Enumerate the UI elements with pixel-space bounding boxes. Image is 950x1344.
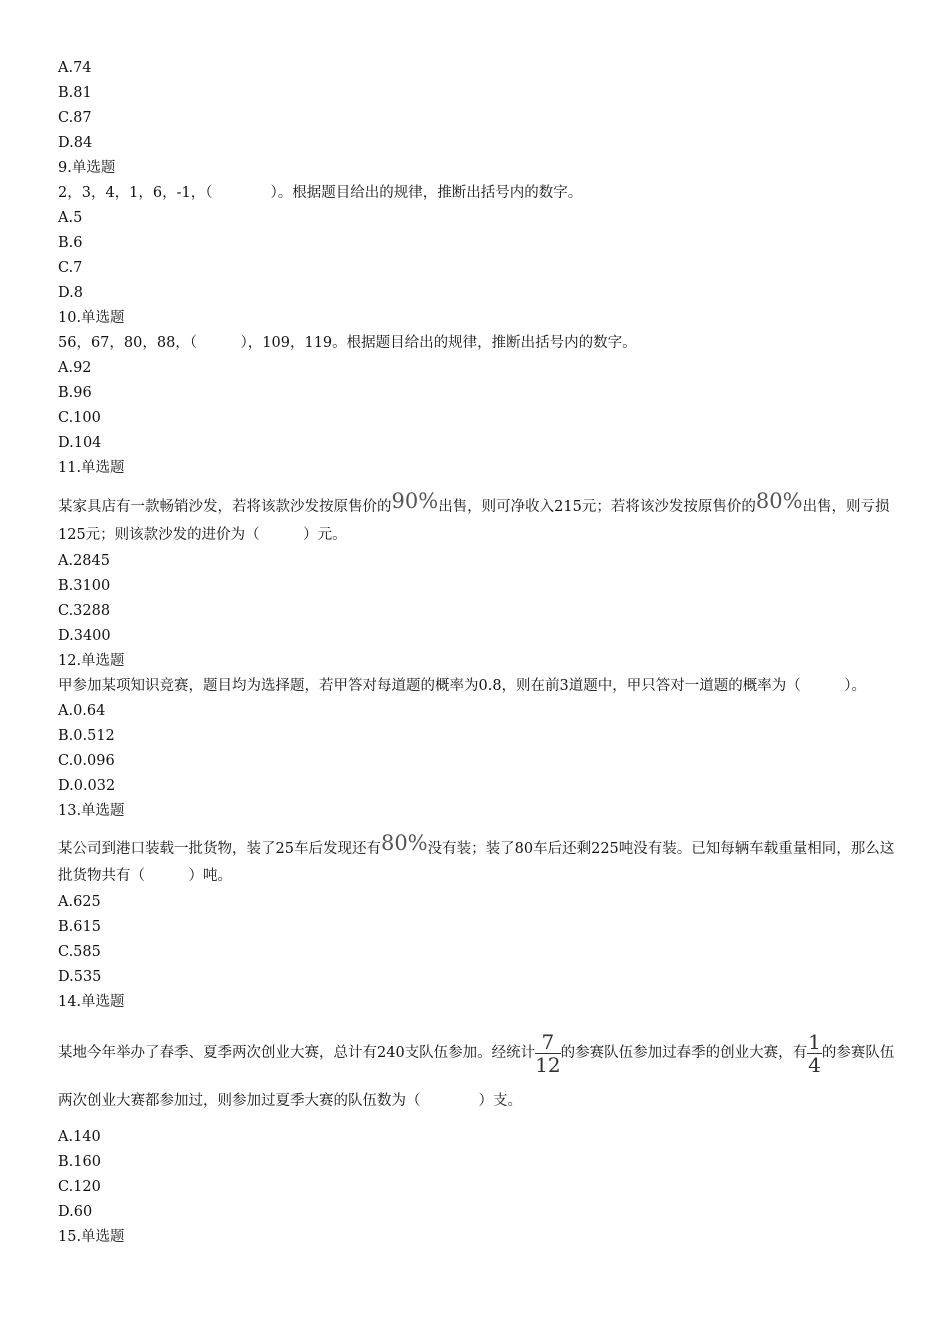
q11-percent-80: 80% — [755, 489, 803, 513]
question-15 — [58, 1225, 898, 1250]
question-10 — [58, 306, 898, 456]
q14-stem-part-c: 的参赛队伍两次创业大赛都参加过，则参加过夏季大赛的队伍数为（ ）支。 — [58, 1045, 895, 1109]
q12-option-b: B.0.512 — [58, 728, 115, 744]
q14-header: 14.单选题 — [58, 994, 125, 1010]
question-page — [58, 56, 898, 1250]
q11-percent-90: 90% — [391, 489, 439, 513]
question-13 — [58, 799, 898, 990]
q12-option-a: A.0.64 — [58, 703, 106, 719]
q13-stem-part-b: 没有装；装了80车后还剩225吨没有装。已知每辆车载重量相同，那么这批货物共有（ ）吨。 — [58, 841, 895, 884]
q8-options — [58, 56, 898, 156]
q13-stem — [58, 824, 898, 890]
q11-option-b: B.3100 — [58, 578, 111, 594]
q12-stem: 甲参加某项知识竞赛，题目均为选择题，若甲答对每道题的概率为0.8，则在前3道题中，甲只答对一道题的概率为（ ）。 — [58, 678, 867, 694]
q14-stem — [58, 1015, 898, 1125]
q11-stem-part-a: 某家具店有一款畅销沙发，若将该款沙发按原售价的 — [58, 499, 392, 515]
q13-header: 13.单选题 — [58, 803, 125, 819]
q8-option-a: A.74 — [58, 60, 92, 76]
q8-option-b: B.81 — [58, 85, 92, 101]
q10-option-d: D.104 — [58, 435, 102, 451]
q13-stem-part-a: 某公司到港口装载一批货物，装了25车后发现还有 — [58, 841, 381, 857]
q9-option-d: D.8 — [58, 285, 83, 301]
q11-header: 11.单选题 — [58, 460, 125, 476]
q14-fraction-2-numerator: 1 — [808, 1029, 821, 1054]
q9-option-a: A.5 — [58, 210, 83, 226]
question-14 — [58, 990, 898, 1225]
q9-header: 9.单选题 — [58, 160, 116, 176]
q11-option-a: A.2845 — [58, 553, 110, 569]
q14-option-c: C.120 — [58, 1179, 101, 1195]
q13-option-c: C.585 — [58, 944, 101, 960]
question-11 — [58, 456, 898, 649]
q10-header: 10.单选题 — [58, 310, 125, 326]
q11-option-d: D.3400 — [58, 628, 111, 644]
q14-option-a: A.140 — [58, 1129, 101, 1145]
q8-option-d: D.84 — [58, 135, 93, 151]
q13-option-a: A.625 — [58, 894, 101, 910]
q14-fraction-2-denominator: 4 — [808, 1052, 821, 1077]
q12-option-d: D.0.032 — [58, 778, 116, 794]
q13-percent-80: 80% — [380, 831, 428, 855]
q14-fraction-1-denominator: 12 — [535, 1052, 561, 1077]
q10-option-c: C.100 — [58, 410, 101, 426]
q10-option-a: A.92 — [58, 360, 92, 376]
q14-stem-part-b: 的参赛队伍参加过春季的创业大赛，有 — [560, 1045, 808, 1061]
q9-option-c: C.7 — [58, 260, 83, 276]
q8-option-c: C.87 — [58, 110, 92, 126]
question-12 — [58, 649, 898, 799]
q11-option-c: C.3288 — [58, 603, 111, 619]
q10-option-b: B.96 — [58, 385, 92, 401]
q14-fraction-7-12 — [535, 1031, 560, 1076]
q14-stem-part-a: 某地今年举办了春季、夏季两次创业大赛，总计有240支队伍参加。经统计 — [58, 1045, 536, 1061]
q12-header: 12.单选题 — [58, 653, 125, 669]
q13-option-b: B.615 — [58, 919, 101, 935]
q14-fraction-1-numerator: 7 — [535, 1031, 560, 1054]
q9-option-b: B.6 — [58, 235, 83, 251]
q14-option-d: D.60 — [58, 1204, 93, 1220]
q15-header: 15.单选题 — [58, 1229, 125, 1245]
q11-stem — [58, 481, 898, 549]
question-9 — [58, 156, 898, 306]
q11-stem-part-b: 出售，则可净收入215元；若将该沙发按原售价的 — [438, 499, 756, 515]
q13-option-d: D.535 — [58, 969, 102, 985]
q14-fraction-1-4 — [807, 1031, 822, 1076]
q9-stem: 2，3，4，1，6，-1，（ ）。根据题目给出的规律，推断出括号内的数字。 — [58, 185, 583, 201]
q11-stem-part-c: 出售，则亏损125元；则该款沙发的进价为（ ）元。 — [58, 499, 890, 543]
q14-option-b: B.160 — [58, 1154, 101, 1170]
q12-option-c: C.0.096 — [58, 753, 115, 769]
q10-stem: 56，67，80，88，（ ），109，119。根据题目给出的规律，推断出括号内的数字。 — [58, 335, 637, 351]
